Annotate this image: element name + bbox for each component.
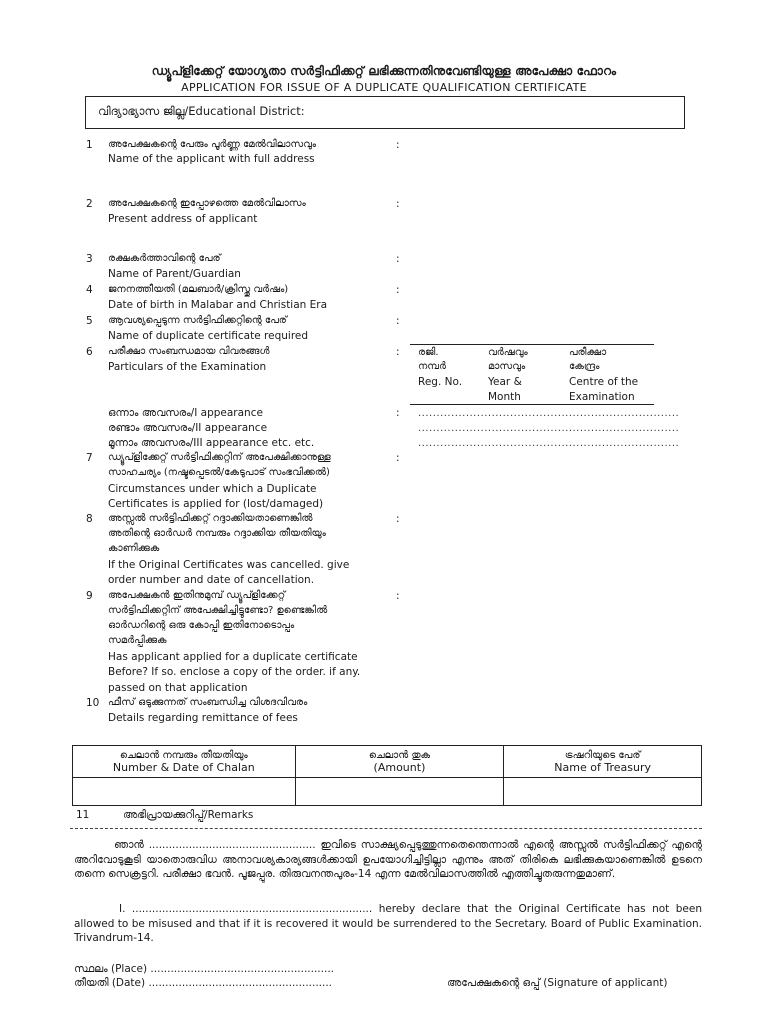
item-number: 8 [86,513,93,525]
item-label-ml: രക്ഷകർത്താവിന്റെ പേര് [108,253,221,264]
appearance-1-label: ഒന്നാം അവസരം/I appearance [108,407,263,419]
item-number: 9 [86,590,93,602]
item-label-ml: സർട്ടിഫിക്കറ്റിന് അപേക്ഷിച്ചിട്ടുണ്ടോ? ഉണ്ടെങ്കിൽ [108,605,328,616]
place-field[interactable]: സ്ഥലം (Place) ....................................................... [74,963,334,975]
item-label-ml: സമർപ്പിക്കുക [108,635,167,646]
chalan-amount-cell[interactable] [295,778,504,806]
item-number: 2 [86,198,93,210]
exam-header-reg-en: Reg. No. [418,376,463,388]
appearance-2-label: രണ്ടാം അവസരം/II appearance [108,422,268,434]
form-title-malayalam: ഡ്യൂപ്ളിക്കേറ്റ് യോഗ്യതാ സർട്ടിഫിക്കറ്റ് ലഭിക്കുന്നതിനുവേണ്ടിയുള്ള അപേക്ഷാ ഫോറം [151,64,617,78]
item-label-en: Present address of applicant [108,213,258,225]
chalan-header-number [73,746,296,778]
item-label-ml: ജനനത്തീയതി (മലബാർ/ക്രിസ്തു വർഷം) [108,284,289,295]
declaration-english: I. ........................................................................ hereby declare that the Original Certificate has not been allowed to be misused and that if it is recovered it would be surrendered to the Secretary. Board of Public Examination. Trivandrum-14. [74,903,702,944]
item-number: 1 [86,139,93,151]
item-colon: : [396,407,400,419]
item-colon: : [396,253,400,265]
exam-header-year-ml1: വർഷവും [488,347,528,358]
item-label-en: Has applicant applied for a duplicate certificate [108,651,358,663]
item-label-en: Details regarding remittance of fees [108,712,298,724]
item-label-ml: സാഹചര്യം (നഷ്ടപ്പെടൽ/കേടുപാട് സംഭവിക്കൽ) [108,467,330,478]
exam-header-centre-ml1: പരീക്ഷാ [569,347,607,358]
item-label-en: Particulars of the Examination [108,361,267,373]
date-field[interactable]: തീയതി (Date) ....................................................... [74,977,333,989]
chalan-header-treasury-ml: ട്രഷറിയുടെ പേര് [564,749,641,761]
item-label-ml: പരീക്ഷാ സംബന്ധമായ വിവരങ്ങൾ [108,346,270,357]
item-colon: : [396,346,400,358]
item-label-en: passed on that application [108,682,248,694]
chalan-table [72,745,702,806]
item-label-ml: ആവശ്യപ്പെടുന്ന സർട്ടിഫിക്കറ്റിന്റെ പേര് [108,315,287,326]
exam-header-year-ml2: മാസവും [488,361,526,372]
item-number: 6 [86,346,93,358]
item-colon: : [396,198,400,210]
item-label-en: order number and date of cancellation. [108,574,315,586]
educational-district-label: വിദ്യാഭ്യാസ ജില്ല/Educational District: [98,104,305,118]
item-label-ml: അസ്സൽ സർട്ടിഫിക്കറ്റ് റദ്ദാക്കിയതാണെങ്കിൽ [108,513,313,524]
separator-dashed-line [70,828,702,829]
item-colon: : [396,284,400,296]
item-label-ml: ഫീസ് ഒടുക്കുന്നത് സംബന്ധിച്ച വിശദവിവരം [108,697,308,708]
chalan-header-treasury-en: Name of Treasury [554,760,651,774]
item-number: 5 [86,315,93,327]
chalan-header-amount-en: (Amount) [373,760,426,774]
item-label-ml: അപേക്ഷകന്റെ ഇപ്പോഴത്തെ മേൽവിലാസം [108,198,306,209]
item-number: 10 [86,697,100,709]
exam-table-bottom-rule [410,404,654,405]
item-label-ml: കാണിക്കുക [108,543,160,554]
chalan-header-amount [295,746,504,778]
exam-header-centre-ml2: കേന്ദ്രം [569,361,600,372]
item-label-ml: അതിന്റെ ഓർഡർ നമ്പരും റദ്ദാക്കിയ തീയതിയും [108,528,326,539]
appearance-3-line[interactable]: ....................................................................... [418,438,680,449]
item-label-en: If the Original Certificates was cancelled. give [108,559,350,571]
chalan-header-row [73,746,702,778]
exam-table-top-rule [410,344,654,345]
item-colon: : [396,139,400,151]
educational-district-box [85,96,685,129]
chalan-header-number-en: Number & Date of Chalan [112,760,255,774]
chalan-header-treasury [504,746,702,778]
form-title-english: APPLICATION FOR ISSUE OF A DUPLICATE QUALIFICATION CERTIFICATE [181,81,587,94]
item-label-en: Name of Parent/Guardian [108,268,241,280]
chalan-header-number-ml: ചെലാൻ നമ്പരും തീയതിയും [119,749,248,761]
exam-header-reg-ml1: രജി. [418,347,439,358]
item-label-en: Circumstances under which a Duplicate [108,483,317,495]
item-label-ml: അപേക്ഷകൻ ഇതിനുമുമ്പ് ഡ്യൂപ്ളിക്കേറ്റ് [108,590,286,601]
item-label-ml: ഓർഡറിന്റെ ഒരു കോപ്പി ഇതിനോടൊപ്പം [108,620,295,631]
exam-header-year-en2: Month [488,391,521,403]
exam-header-centre-en2: Examination [569,391,635,403]
item-label-en: Name of the applicant with full address [108,153,315,165]
item-label-en: Date of birth in Malabar and Christian Era [108,299,328,311]
signature-label: അപേക്ഷകന്റെ ഒപ്പ് (Signature of applicant) [447,977,668,989]
chalan-treasury-cell[interactable] [504,778,702,806]
declaration-malayalam: ഞാൻ .................................................. ഇവിടെ സാക്ഷ്യപ്പെടുത്തുന്നതെന്തെന്നാൽ എന്റെ അസ്സൽ സർട്ടിഫിക്കറ്റ് എന്റെ അറിവോടുകൂടി യാതൊരുവിധ അനാവശ്യകാര്യങ്ങൾക്കായി ഉപയോഗിച്ചിട്ടില്ലാ എന്നും അത് തിരികെ ലഭിക്കുകയാണെങ്കിൽ ഉടനെ തന്നെ സെക്രട്ടറി. പരീക്ഷാ ഭവൻ. പൂജപ്പുര. തിരുവനന്തപുരം-14 എന്ന മേൽവിലാസത്തിൽ എത്തിച്ചുതരുന്നതുമാണ്. [74,839,702,880]
item-colon: : [396,513,400,525]
exam-header-centre-en1: Centre of the [569,376,639,388]
remarks-number: 11 [76,809,90,821]
item-number: 4 [86,284,93,296]
appearance-3-label: മൂന്നാം അവസരം/III appearance etc. etc. [108,437,315,449]
appearance-1-line[interactable]: ....................................................................... [418,408,680,419]
item-label-en: Name of duplicate certificate required [108,330,309,342]
item-label-ml: ഡ്യൂപ്ളിക്കേറ്റ് സർട്ടിഫിക്കറ്റിന് അപേക്ഷിക്കാനുള്ള [108,452,331,463]
exam-header-year-en1: Year & [488,376,522,388]
item-number: 7 [86,452,93,464]
item-colon: : [396,452,400,464]
item-number: 3 [86,253,93,265]
item-label-en: Before? If so. enclose a copy of the order. if any. [108,666,361,678]
appearance-2-line[interactable]: ....................................................................... [418,423,680,434]
item-label-ml: അപേക്ഷകന്റെ പേരും പൂർണ്ണ മേൽവിലാസവും [108,139,317,150]
item-label-en: Certificates is applied for (lost/damaged) [108,498,324,510]
item-colon: : [396,590,400,602]
remarks-label: അഭിപ്രായക്കുറിപ്പ്/Remarks [123,809,254,821]
item-colon: : [396,315,400,327]
exam-header-reg-ml2: നമ്പർ [418,361,446,372]
chalan-number-cell[interactable] [73,778,296,806]
chalan-header-amount-ml: ചെലാൻ തുക [368,749,431,761]
chalan-entry-row [73,778,702,806]
